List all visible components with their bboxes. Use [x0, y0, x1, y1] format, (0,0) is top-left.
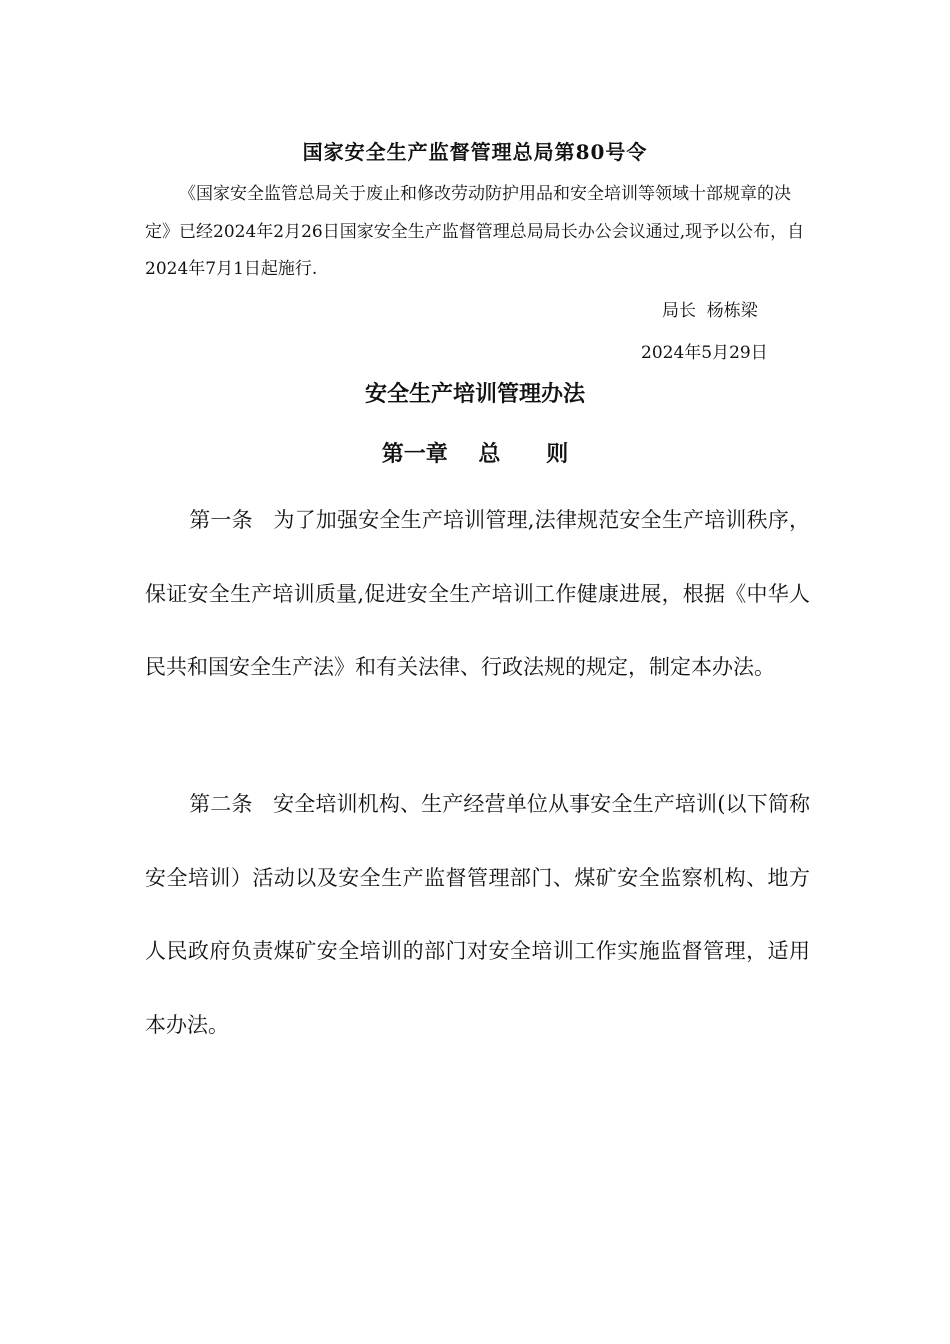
article-1: [145, 484, 810, 705]
article-2-text: 第二条 安全培训机构、生产经营单位从事安全生产培训(以下简称安全培训）活动以及安全生产监督管理部门、煤矿安全监察机构、地方人民政府负责煤矿安全培训的部门对安全培训工作实施监督管理，适用本办法。: [145, 792, 810, 1037]
decree-paragraph: [145, 176, 805, 289]
decree-text: 《国家安全监管总局关于废止和修改劳动防护用品和安全培训等领域十部规章的决定》已经2024年2月26日国家安全生产监督管理总局局长办公会议通过,现予以公布，自2024年7月1日起施行.: [145, 184, 805, 279]
order-title: 国家安全生产监督管理总局第80号令: [302, 140, 648, 164]
article-1-text: 第一条 为了加强安全生产培训管理,法律规范安全生产培训秩序，保证安全生产培训质量,促进安全生产培训工作健康进展，根据《中华人民共和国安全生产法》和有关法律、行政法规的规定，制定本办法。: [145, 508, 810, 679]
chapter-title: 第一章 总 则: [381, 441, 569, 467]
law-title: 安全生产培训管理办法: [364, 381, 585, 407]
signatory: 局长 杨栋梁: [662, 301, 758, 321]
article-2: [145, 768, 810, 1062]
sign-date: 2024年5月29日: [641, 343, 768, 363]
